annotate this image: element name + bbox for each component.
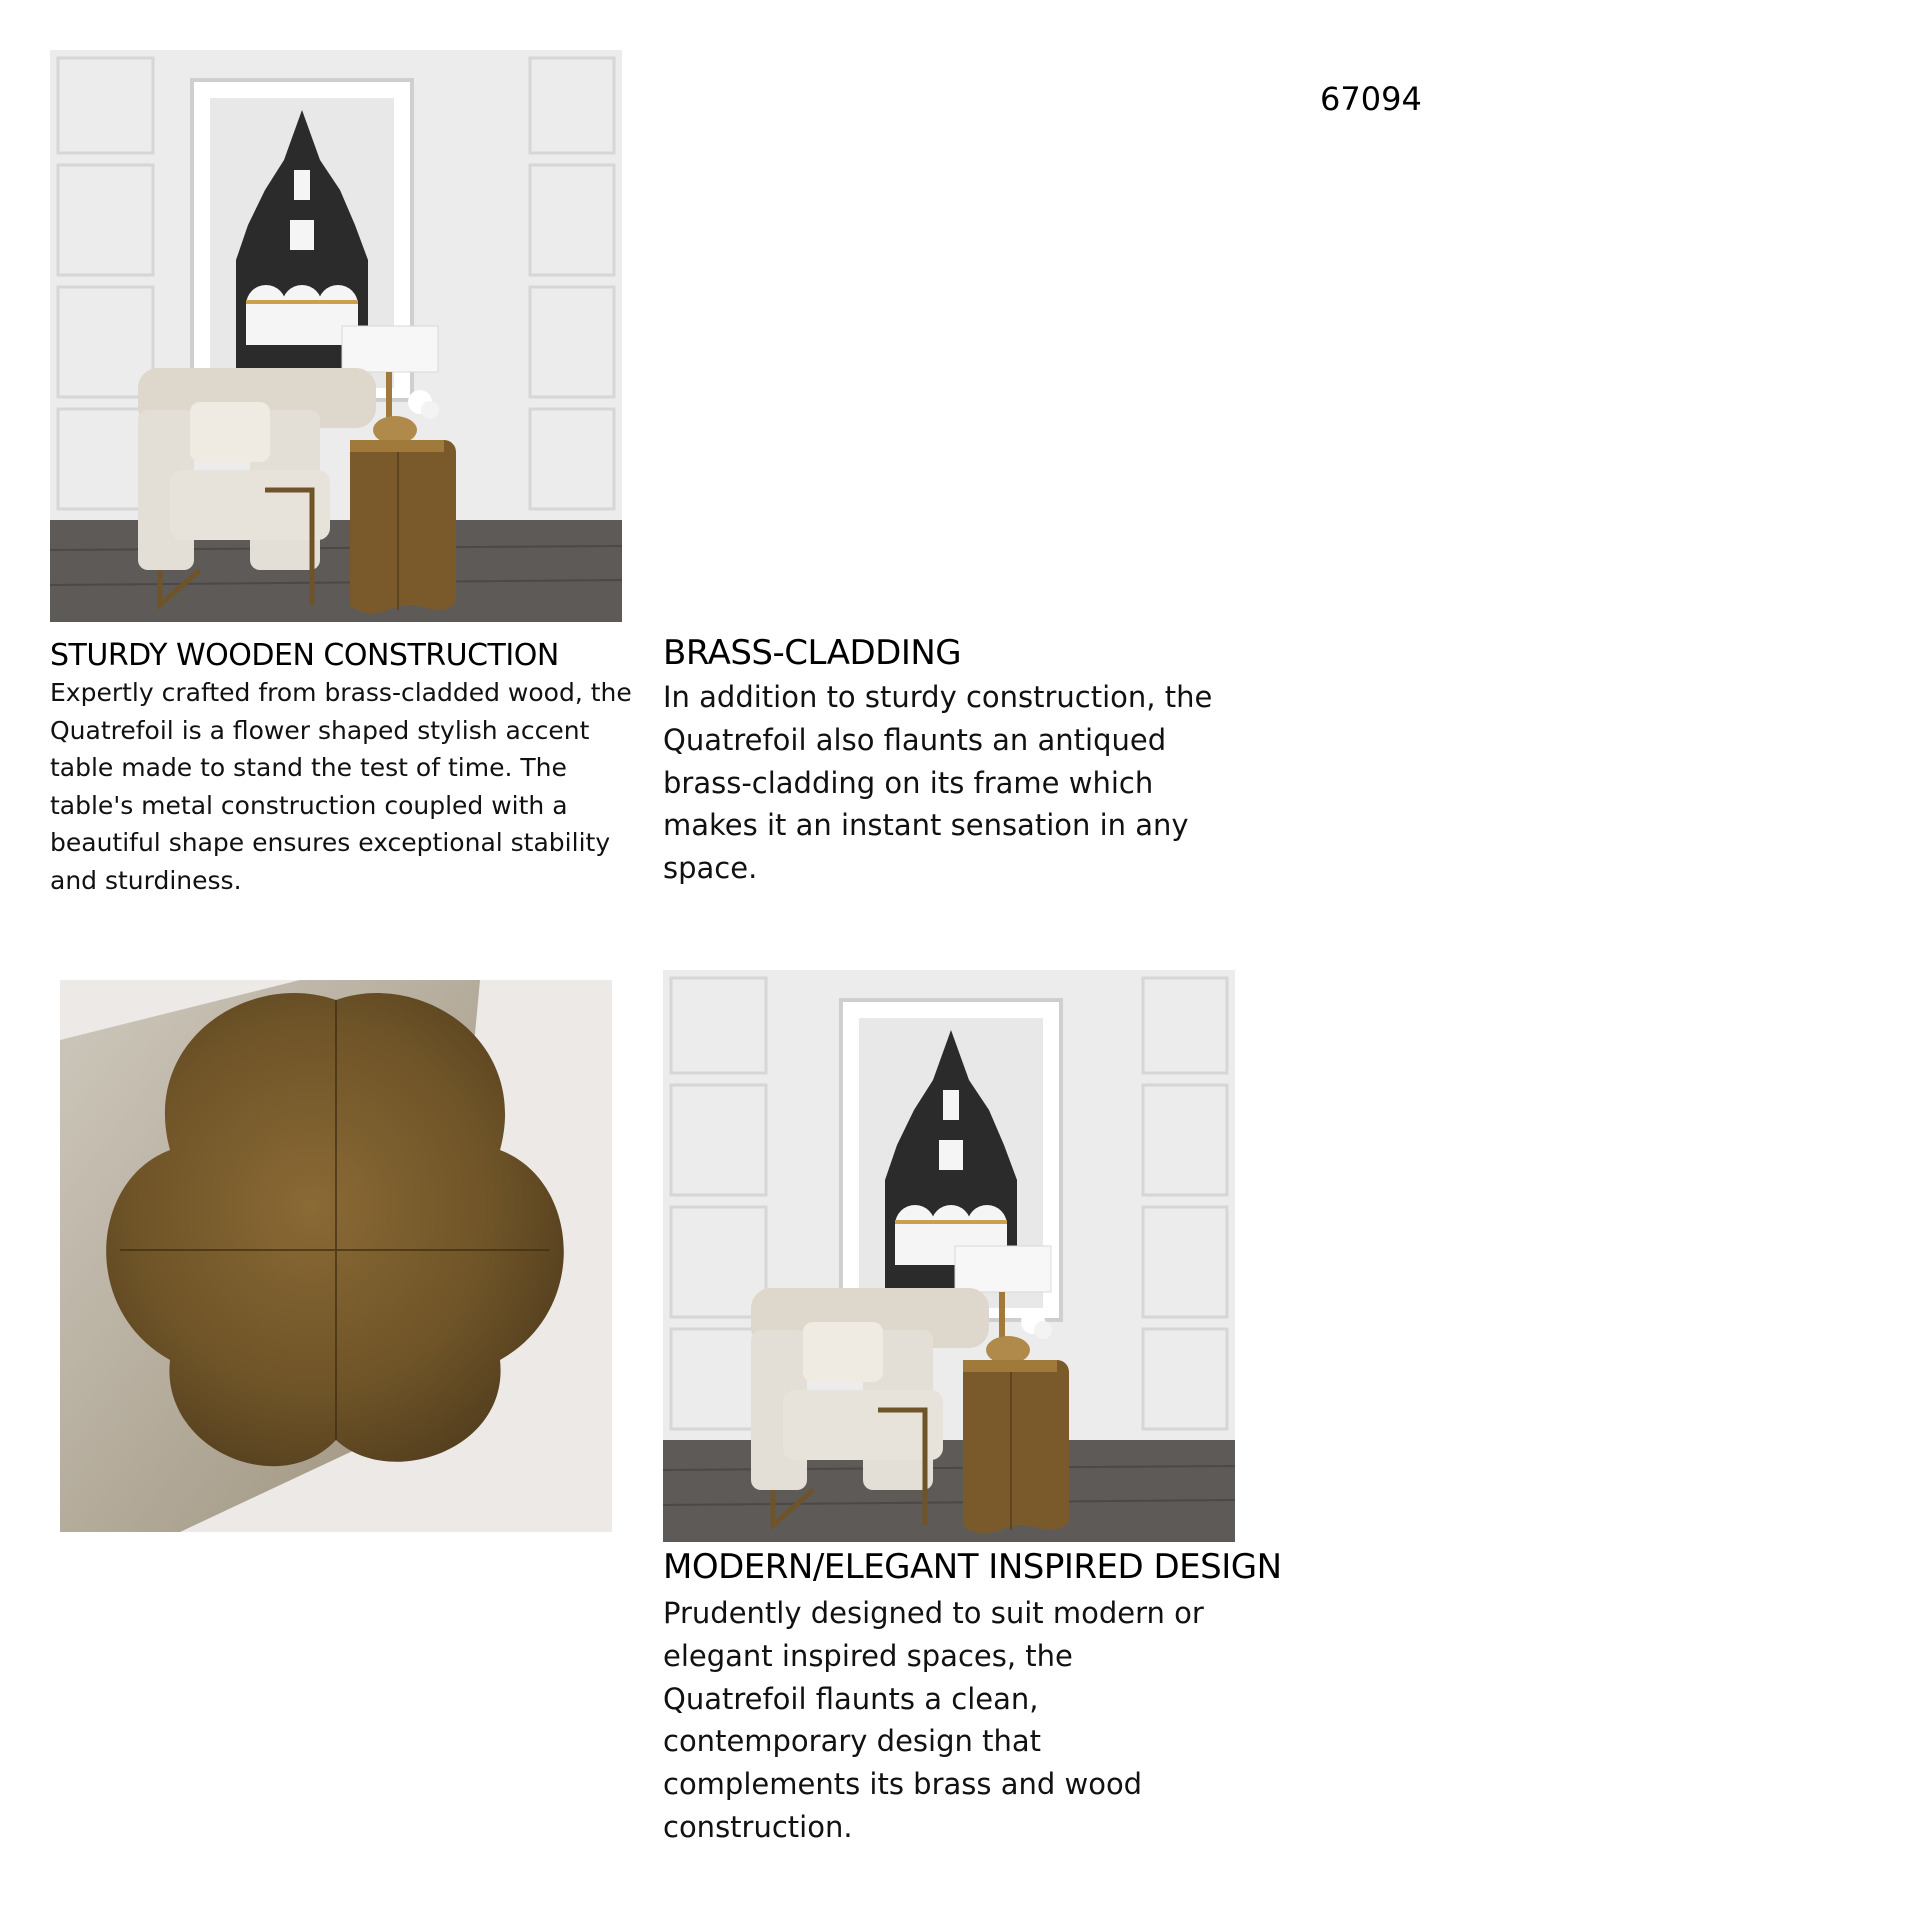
section-heading-modern-design: MODERN/ELEGANT INSPIRED DESIGN xyxy=(663,1547,1282,1587)
room-scene-illustration xyxy=(50,50,622,622)
quatrefoil-top-photo xyxy=(60,980,612,1532)
quatrefoil-top-illustration xyxy=(60,980,612,1532)
section-heading-sturdy-construction: STURDY WOODEN CONSTRUCTION xyxy=(50,638,559,673)
section-body-modern-design: Prudently designed to suit modern or elegant inspired spaces, the Quatrefoil flaunts a clean, contemporary design that complements its brass and wood construction. xyxy=(663,1596,1204,1844)
product-code: 67094 xyxy=(1320,80,1422,118)
room-scene-photo-2 xyxy=(663,970,1235,1542)
section-body-sturdy-construction: Expertly crafted from brass-cladded wood, the Quatrefoil is a flower shaped stylish accent table made to stand the test of time. The table's metal construction coupled with a beautiful shape ensures exceptional stability and sturdiness. xyxy=(50,678,632,895)
room-scene-illustration-2 xyxy=(663,970,1235,1542)
room-scene-photo-1 xyxy=(50,50,622,622)
section-heading-brass-cladding: BRASS-CLADDING xyxy=(663,633,962,673)
section-body-brass-cladding: In addition to sturdy construction, the Quatrefoil also flaunts an antiqued brass-cladding on its frame which makes it an instant sensation in any space. xyxy=(663,680,1213,886)
